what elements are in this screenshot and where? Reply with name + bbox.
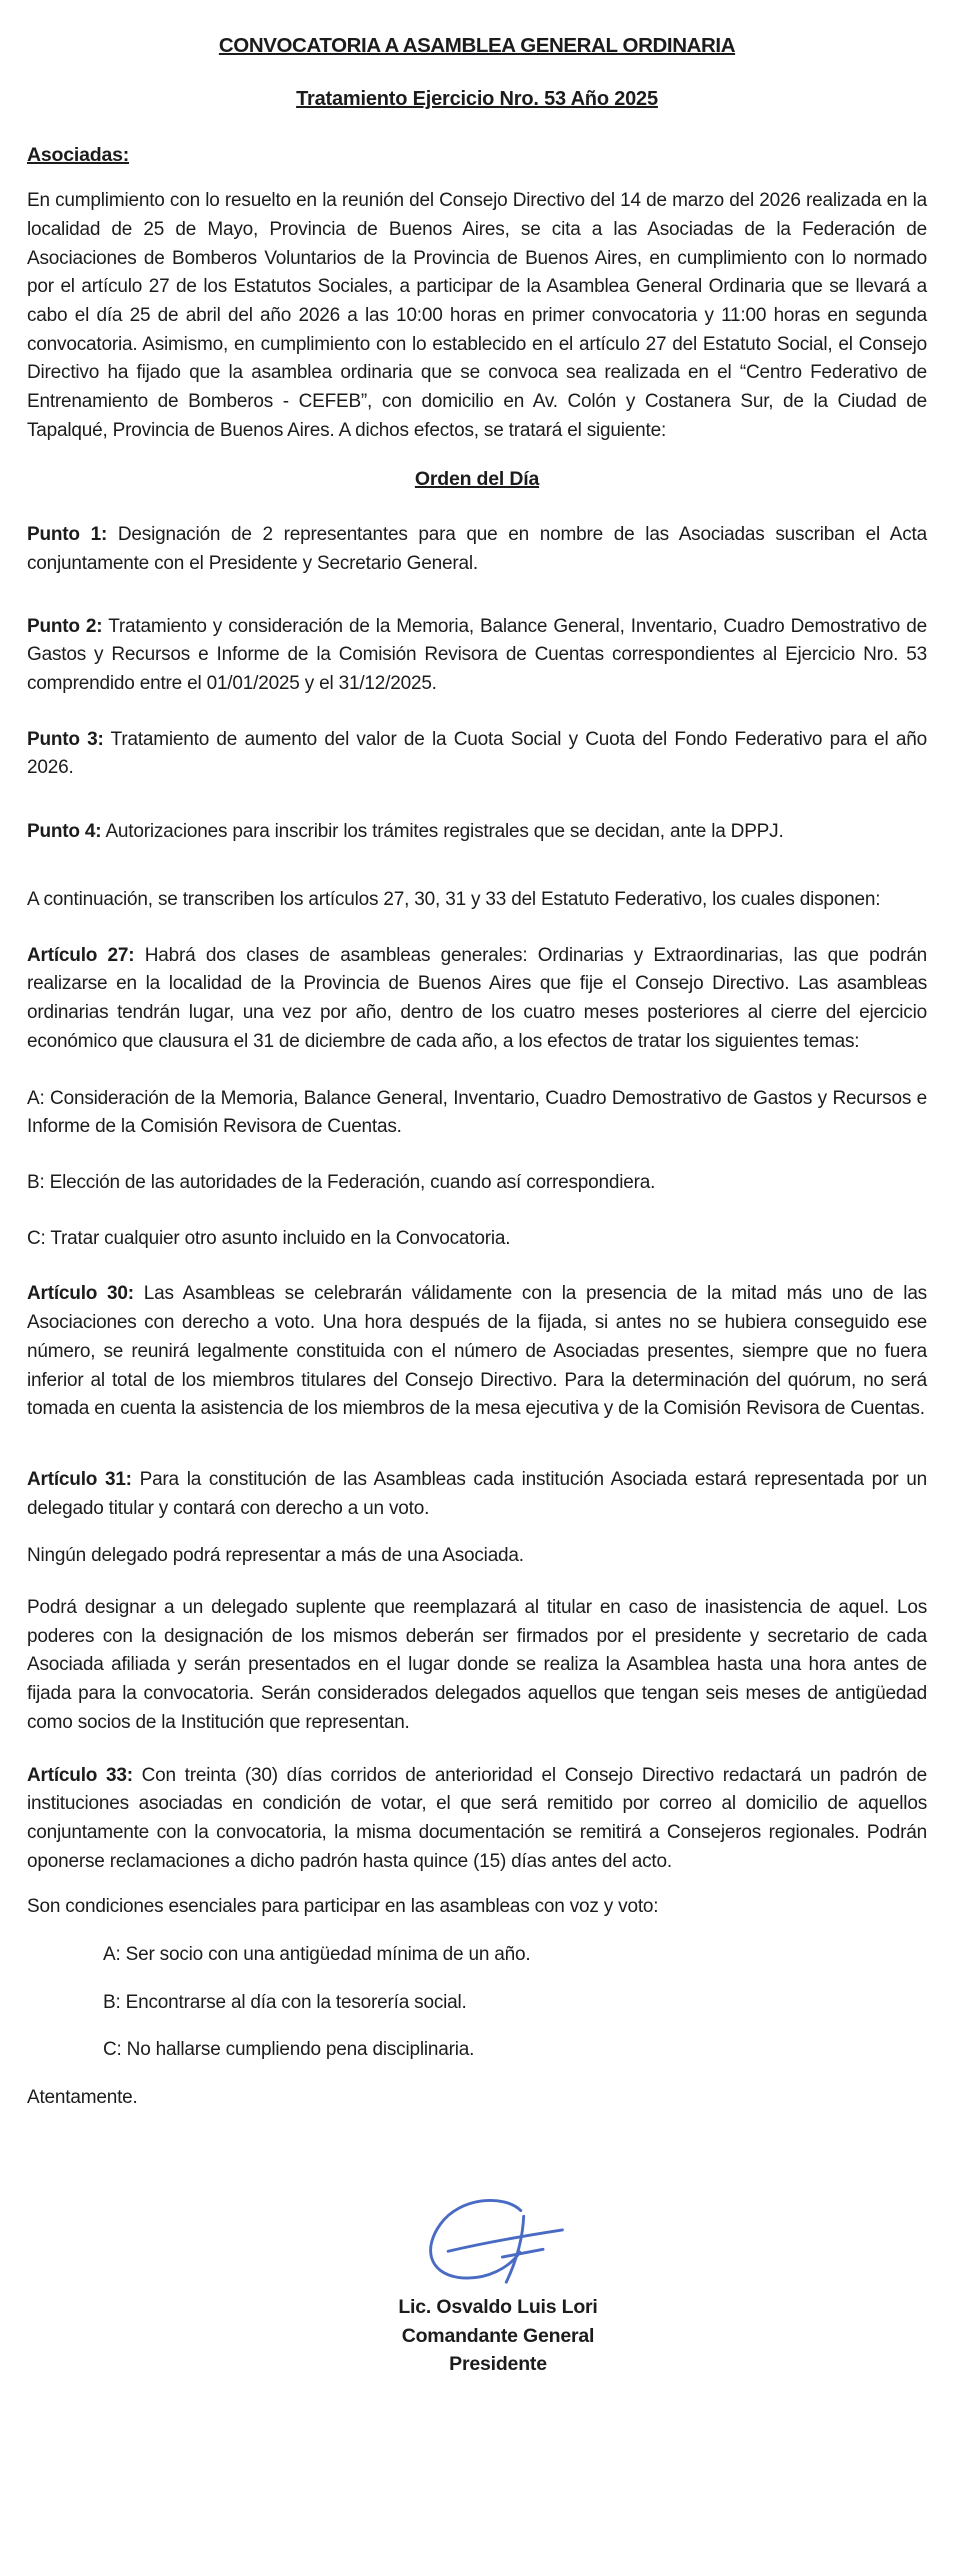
agenda-item-2-text: Tratamiento y consideración de la Memoria, Balance General, Inventario, Cuadro Demostrativo de Gastos y Recursos e Informe de la Comisión Revisora de Cuentas correspondientes al Ejercicio Nro. 53 comprendido entre el 01/01/2025 y el 31/12/2025. bbox=[27, 615, 927, 694]
signatory-role-1: Comandante General bbox=[401, 2324, 595, 2347]
agenda-item-4 bbox=[27, 818, 927, 847]
agenda-item-4-label: Punto 4: bbox=[27, 821, 102, 843]
agenda-item-3 bbox=[27, 726, 927, 783]
condition-c: C: No hallarse cumpliendo pena disciplinaria. bbox=[103, 2039, 475, 2061]
agenda-item-3-label: Punto 3: bbox=[27, 728, 104, 750]
article-31-paragraph-3: Podrá designar a un delegado suplente que reemplazará al titular en caso de inasistencia de aquel. Los poderes con la designación de los mismos deberán ser firmados por el presidente y secretario de cada Asociada afiliada y serán presentados en el lugar donde se realiza la Asamblea hasta una hora antes de fijada para la convocatoria. Serán considerados delegados aquellos que tengan seis meses de antigüedad como socios de la Institución que representan. bbox=[27, 1597, 927, 1733]
article-31-label: Artículo 31: bbox=[27, 1468, 132, 1490]
document-title: CONVOCATORIA A ASAMBLEA GENERAL ORDINARIA bbox=[218, 34, 736, 57]
article-30 bbox=[27, 1280, 927, 1424]
conditions-intro: Son condiciones esenciales para participar en las asambleas con voz y voto: bbox=[27, 1896, 659, 1918]
agenda-item-1-text: Designación de 2 representantes para que en nombre de las Asociadas suscriban el Acta conjuntamente con el Presidente y Secretario General. bbox=[27, 524, 927, 574]
agenda-item-1 bbox=[27, 521, 927, 578]
document-subtitle: Tratamiento Ejercicio Nro. 53 Año 2025 bbox=[296, 87, 658, 110]
article-33-label: Artículo 33: bbox=[27, 1764, 133, 1786]
article-30-text: Las Asambleas se celebrarán válidamente con la presencia de la mitad más uno de las Asociaciones con derecho a voto. Una hora después de la fijada, si antes no se hubiera conseguido ese número, se reunirá legalmente constituida con el número de Asociadas presentes, siempre que no fuera inferior al total de los miembros titulares del Consejo Directivo. Para la determinación del quórum, no será tomada en cuenta la asistencia de los miembros de la mesa ejecutiva y de la Comisión Revisora de Cuentas. bbox=[27, 1283, 927, 1420]
agenda-item-3-text: Tratamiento de aumento del valor de la Cuota Social y Cuota del Fondo Federativo para el año 2026. bbox=[27, 728, 927, 779]
article-33-text: Con treinta (30) días corridos de anterioridad el Consejo Directivo redactará un padrón de instituciones asociadas en condición de votar, el que será remitido por correo al domicilio de aquellos conjuntamente con la convocatoria, la misma documentación se remitirá a Consejeros regionales. Podrán oponerse reclamaciones a dicho padrón hasta quince (15) días antes del acto. bbox=[27, 1764, 927, 1872]
intro-paragraph: En cumplimiento con lo resuelto en la reunión del Consejo Directivo del 14 de marzo del 2026 realizada en la localidad de 25 de Mayo, Provincia de Buenos Aires, se cita a las Asociadas de la Federación de Asociaciones de Bomberos Voluntarios de la Provincia de Buenos Aires, en cumplimiento con lo normado por el artículo 27 de los Estatutos Sociales, a participar de la Asamblea General Ordinaria que se llevará a cabo el día 25 de abril del año 2026 a las 10:00 horas en primer convocatoria y 11:00 horas en segunda convocatoria. Asimismo, en cumplimiento con lo establecido en el artículo 27 del Estatuto Social, el Consejo Directivo ha fijado que la asamblea ordinaria que se convoca sea realizada en el “Centro Federativo de Entrenamiento de Bomberos - CEFEB”, con domicilio en Av. Colón y Costanera Sur, de la Ciudad de Tapalqué, Provincia de Buenos Aires. A dichos efectos, se tratará el siguiente: bbox=[27, 190, 927, 441]
article-27-label: Artículo 27: bbox=[27, 944, 135, 966]
agenda-item-1-label: Punto 1: bbox=[27, 524, 108, 546]
condition-b: B: Encontrarse al día con la tesorería social. bbox=[103, 1991, 467, 2013]
article-27-item-a: A: Consideración de la Memoria, Balance General, Inventario, Cuadro Demostrativo de Gastos y Recursos e Informe de la Comisión Revisora de Cuentas. bbox=[27, 1087, 927, 1138]
salutation: Asociadas: bbox=[27, 144, 130, 167]
transcription-note: A continuación, se transcriben los artículos 27, 30, 31 y 33 del Estatuto Federativo, los cuales disponen: bbox=[27, 888, 881, 910]
signatory-role-2: Presidente bbox=[449, 2353, 547, 2376]
agenda-item-4-text: Autorizaciones para inscribir los trámites registrales que se decidan, ante la DPPJ. bbox=[105, 821, 784, 843]
article-30-label: Artículo 30: bbox=[27, 1283, 134, 1305]
agenda-heading: Orden del Día bbox=[414, 468, 540, 491]
article-27 bbox=[27, 942, 927, 1057]
condition-a: A: Ser socio con una antigüedad mínima de un año. bbox=[103, 1944, 531, 1966]
article-33 bbox=[27, 1762, 927, 1877]
article-31 bbox=[27, 1466, 927, 1523]
signatory-name: Lic. Osvaldo Luis Lori bbox=[398, 2295, 598, 2318]
article-27-item-b: B: Elección de las autoridades de la Federación, cuando así correspondiera. bbox=[27, 1171, 656, 1193]
article-27-item-c: C: Tratar cualquier otro asunto incluido en la Convocatoria. bbox=[27, 1227, 511, 1249]
handwritten-signature-icon bbox=[421, 2197, 576, 2289]
agenda-item-2-label: Punto 2: bbox=[27, 615, 103, 637]
agenda-item-2 bbox=[27, 613, 927, 699]
article-31-paragraph-2: Ningún delegado podrá representar a más de una Asociada. bbox=[27, 1545, 524, 1567]
article-27-text: Habrá dos clases de asambleas generales: Ordinarias y Extraordinarias, las que podrán realizarse en la localidad de la Provincia de Buenos Aires que fije el Consejo Directivo. Las asambleas ordinarias tendrán lugar, una vez por año, dentro de los cuatro meses posteriores al cierre del ejercicio económico que clausura el 31 de diciembre de cada año, a los efectos de tratar los siguientes temas: bbox=[27, 944, 927, 1052]
signature-block bbox=[338, 2197, 658, 2379]
closing: Atentamente. bbox=[27, 2087, 138, 2109]
article-31-text: Para la constitución de las Asambleas cada institución Asociada estará representada por un delegado titular y contará con derecho a un voto. bbox=[27, 1468, 927, 1519]
